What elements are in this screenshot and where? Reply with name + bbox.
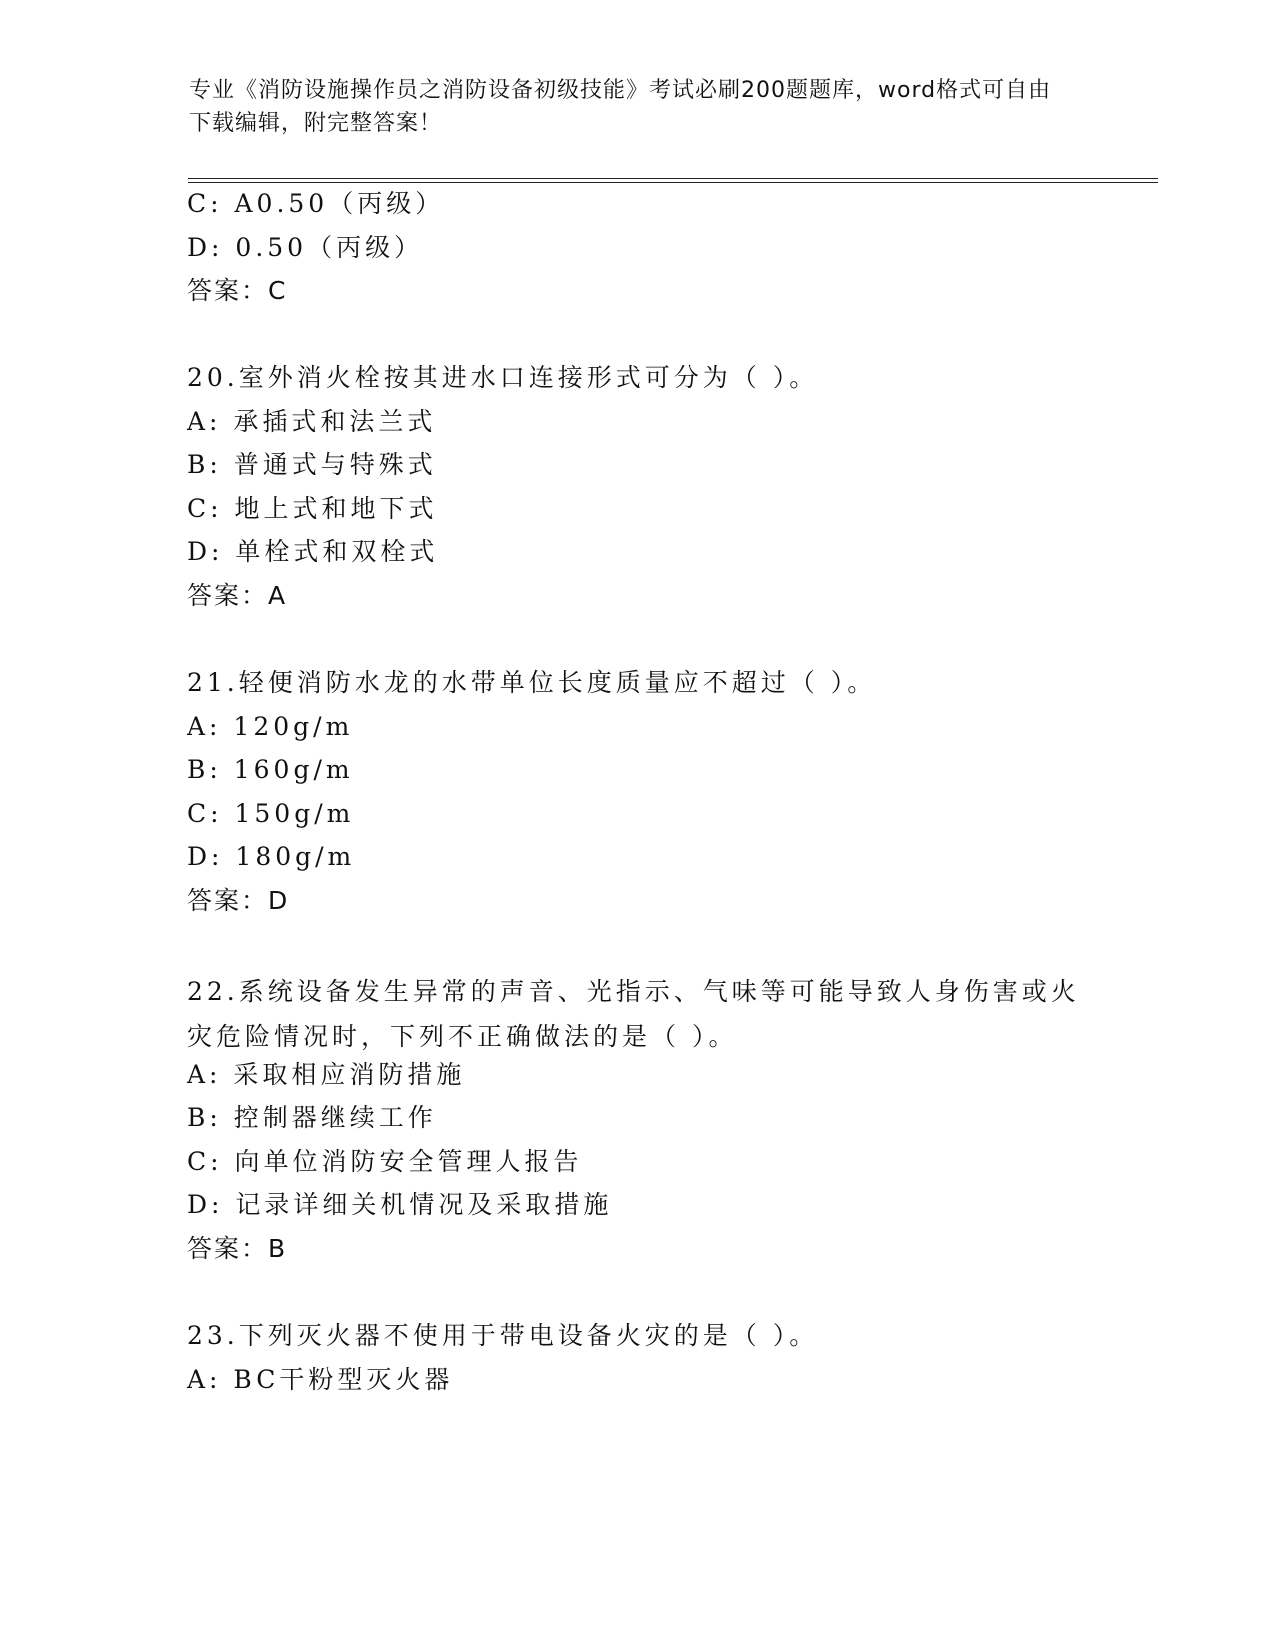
q22-answer: 答案：B: [187, 1234, 288, 1263]
document-header: 专业《消防设施操作员之消防设备初级技能》考试必刷200题题库，word格式可自由下载编辑，附完整答案！: [189, 78, 1052, 136]
q20-option-a: A: 承插式和法兰式: [187, 407, 437, 436]
q21-option-d: D: 180g/m: [187, 842, 356, 871]
q21-option-b: B: 160g/m: [187, 755, 354, 784]
question-20: 20.室外消火栓按其进水口连接形式可分为（ ）。: [187, 363, 819, 392]
q20-option-c: C: 地上式和地下式: [187, 494, 438, 523]
question-21: 21.轻便消防水龙的水带单位长度质量应不超过（ ）。: [187, 668, 877, 697]
q21-option-c: C: 150g/m: [187, 799, 355, 828]
question-23: 23.下列灭火器不使用于带电设备火灾的是（ ）。: [187, 1321, 819, 1350]
q22-option-d: D: 记录详细关机情况及采取措施: [187, 1190, 613, 1219]
q22-option-c: C: 向单位消防安全管理人报告: [187, 1147, 583, 1176]
q20-answer: 答案：A: [187, 581, 288, 610]
q21-option-a: A: 120g/m: [187, 712, 354, 741]
question-22: 22.系统设备发生异常的声音、光指示、气味等可能导致人身伤害或火灾危险情况时，下列不正确做法的是（ ）。: [187, 977, 1080, 1051]
q22-option-a: A: 采取相应消防措施: [187, 1060, 466, 1089]
q22-option-b: B: 控制器继续工作: [187, 1103, 437, 1132]
q20-option-d: D: 单栓式和双栓式: [187, 537, 439, 566]
option-d: D: 0.50（丙级）: [187, 233, 424, 262]
q20-option-b: B: 普通式与特殊式: [187, 450, 437, 479]
option-c: C: A0.50（丙级）: [187, 189, 445, 218]
q23-option-a: A: BC干粉型灭火器: [187, 1365, 454, 1394]
answer-label: 答案：C: [187, 276, 288, 305]
q21-answer: 答案：D: [187, 886, 290, 915]
header-divider: [188, 178, 1158, 183]
